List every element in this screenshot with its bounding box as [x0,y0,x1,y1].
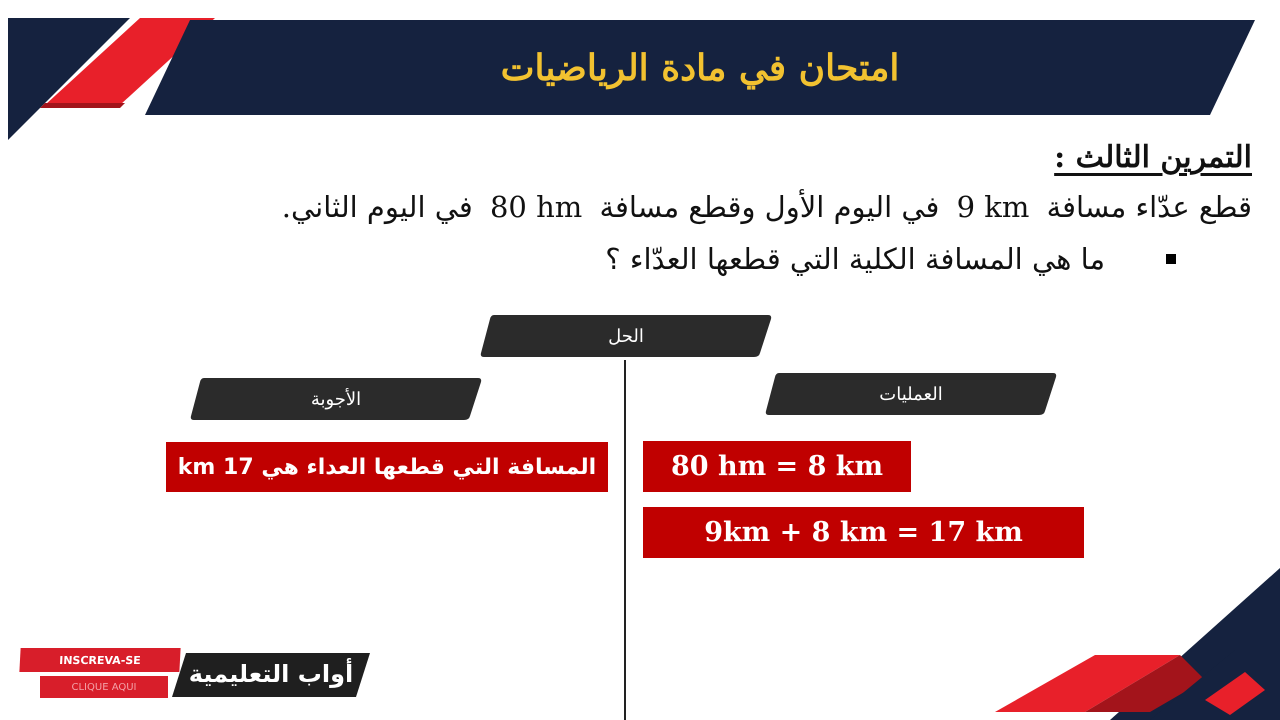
statement-part-3: في اليوم الثاني. [281,190,473,224]
subscribe-button[interactable]: INSCREVA-SE [19,648,180,672]
answers-label-text: الأجوبة [310,388,362,410]
operation-box-2: 9km + 8 km = 17 km [643,507,1084,558]
subscribe-click-here[interactable]: CLIQUE AQUI [40,676,168,698]
statement-part-2: في اليوم الأول وقطع مسافة [599,190,940,224]
statement-value-1: 9 km [956,190,1030,224]
channel-name: أواب التعليمية [188,660,354,688]
exercise-question: ما هي المسافة الكلية التي قطعها العدّاء ؟ [605,242,1105,276]
operations-label-text: العمليات [879,383,943,405]
statement-value-2: 80 hm [489,190,583,224]
operation-box-1: 80 hm = 8 km [643,441,911,492]
solution-label-text: الحل [608,325,644,347]
exercise-heading: التمرين الثالث : [1054,140,1252,175]
page-title: امتحان في مادة الرياضيات [500,46,900,89]
answer-box: المسافة التي قطعها العداء هي 17 km [166,442,608,492]
statement-part-1: قطع عدّاء مسافة [1046,190,1252,224]
